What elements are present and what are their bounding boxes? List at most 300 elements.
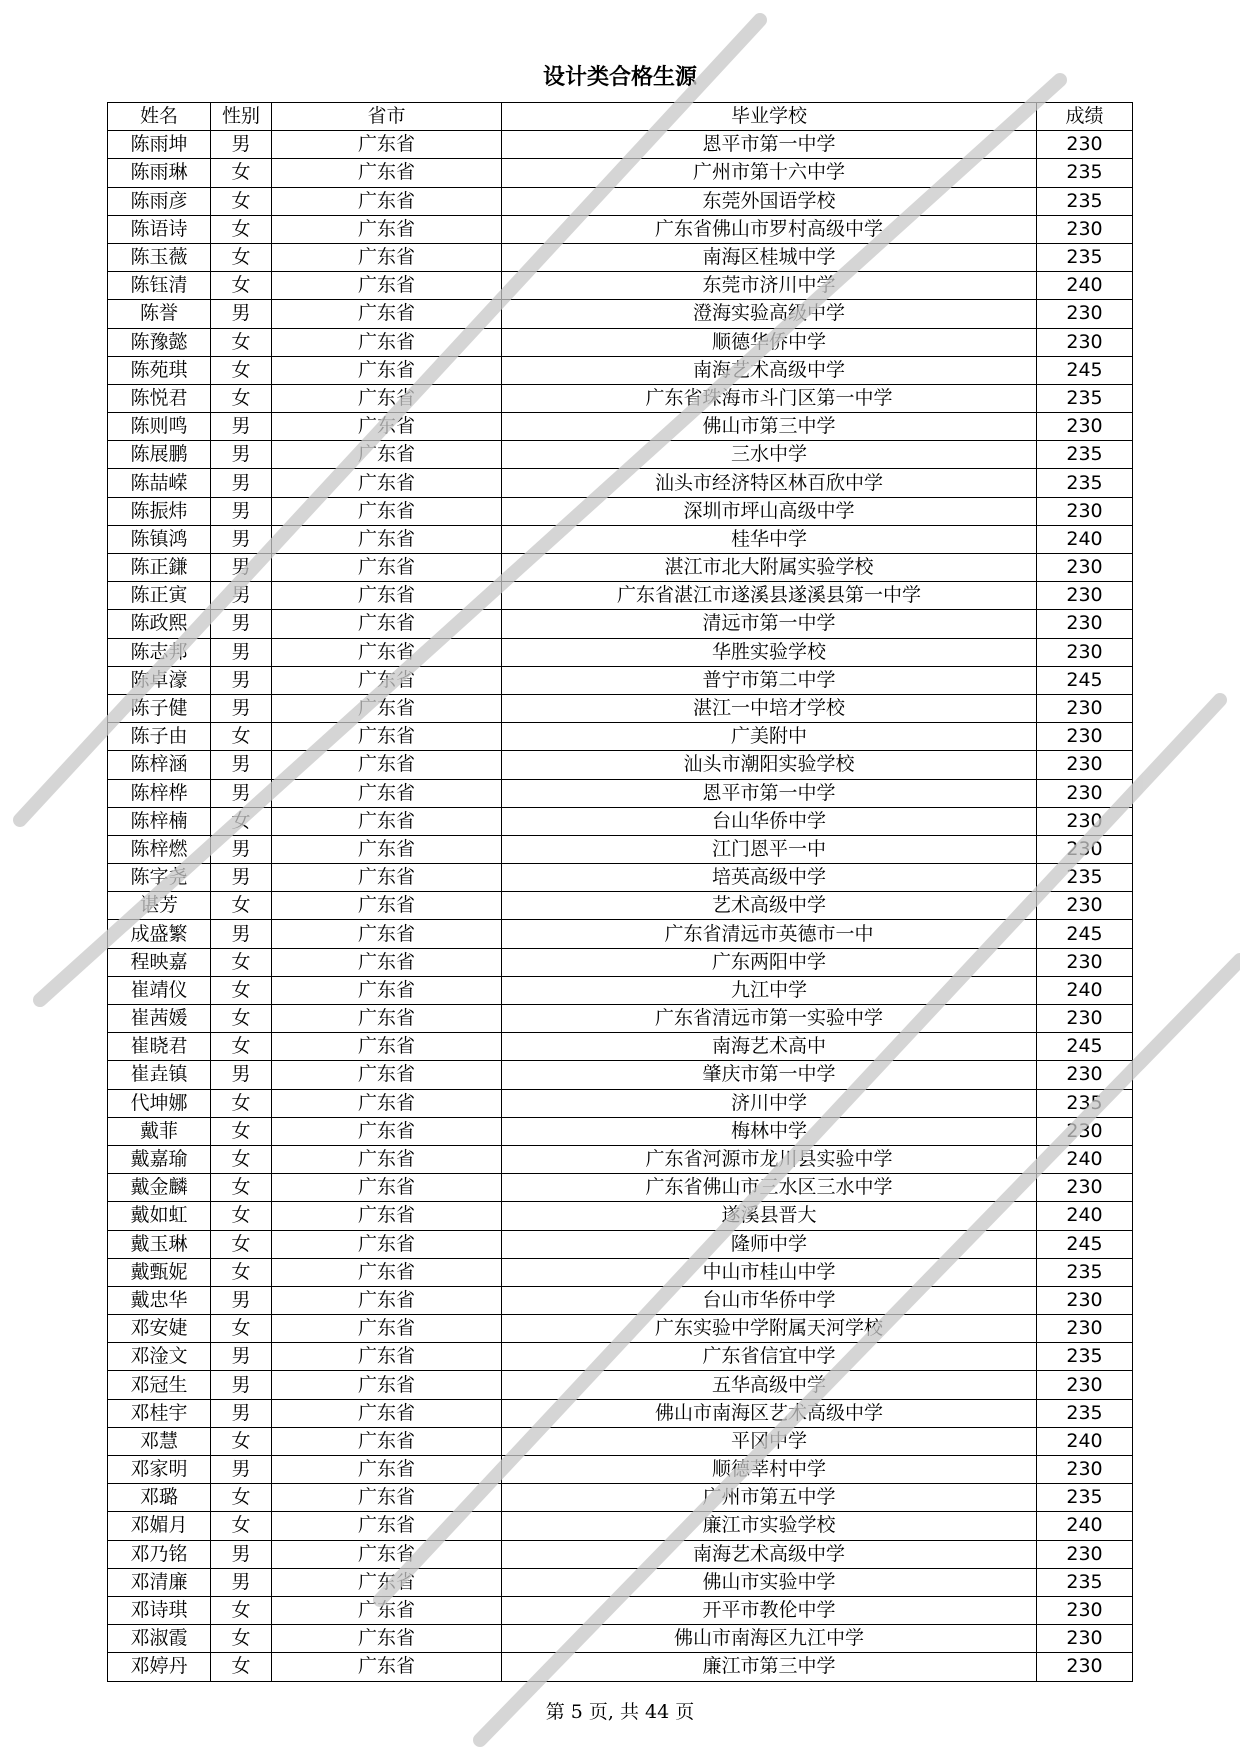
table-header-row bbox=[108, 103, 1133, 131]
cell-name: 戴菲 bbox=[108, 1117, 211, 1145]
cell-name: 陈子由 bbox=[108, 723, 211, 751]
cell-province: 广东省 bbox=[272, 525, 502, 553]
cell-name: 邓淦文 bbox=[108, 1343, 211, 1371]
cell-school: 佛山市南海区艺术高级中学 bbox=[502, 1399, 1037, 1427]
cell-province: 广东省 bbox=[272, 723, 502, 751]
cell-province: 广东省 bbox=[272, 131, 502, 159]
cell-name: 邓诗琪 bbox=[108, 1596, 211, 1624]
cell-name: 邓璐 bbox=[108, 1484, 211, 1512]
cell-gender: 女 bbox=[211, 243, 272, 271]
cell-province: 广东省 bbox=[272, 779, 502, 807]
cell-province: 广东省 bbox=[272, 1202, 502, 1230]
cell-name: 戴玉琳 bbox=[108, 1230, 211, 1258]
table-row bbox=[108, 1315, 1133, 1343]
cell-school: 艺术高级中学 bbox=[502, 892, 1037, 920]
cell-province: 广东省 bbox=[272, 1625, 502, 1653]
cell-name: 陈字尧 bbox=[108, 864, 211, 892]
cell-name: 邓家明 bbox=[108, 1456, 211, 1484]
cell-gender: 男 bbox=[211, 1456, 272, 1484]
cell-score: 230 bbox=[1037, 751, 1133, 779]
table-row bbox=[108, 384, 1133, 412]
cell-school: 广东省佛山市三水区三水中学 bbox=[502, 1174, 1037, 1202]
cell-name: 陈梓涵 bbox=[108, 751, 211, 779]
cell-school: 东莞市济川中学 bbox=[502, 272, 1037, 300]
table-row bbox=[108, 638, 1133, 666]
table-row bbox=[108, 1512, 1133, 1540]
cell-name: 邓安婕 bbox=[108, 1315, 211, 1343]
cell-school: 湛江市北大附属实验学校 bbox=[502, 554, 1037, 582]
cell-gender: 女 bbox=[211, 723, 272, 751]
table-row bbox=[108, 723, 1133, 751]
cell-gender: 男 bbox=[211, 1343, 272, 1371]
cell-name: 邓桂宇 bbox=[108, 1399, 211, 1427]
cell-province: 广东省 bbox=[272, 1484, 502, 1512]
cell-name: 邓淑霞 bbox=[108, 1625, 211, 1653]
cell-name: 陈正鎌 bbox=[108, 554, 211, 582]
cell-gender: 女 bbox=[211, 1315, 272, 1343]
cell-name: 陈雨琳 bbox=[108, 159, 211, 187]
cell-school: 深圳市坪山高级中学 bbox=[502, 497, 1037, 525]
cell-school: 清远市第一中学 bbox=[502, 610, 1037, 638]
cell-score: 230 bbox=[1037, 1286, 1133, 1314]
cell-school: 桂华中学 bbox=[502, 525, 1037, 553]
table-row bbox=[108, 469, 1133, 497]
cell-gender: 男 bbox=[211, 1540, 272, 1568]
cell-score: 230 bbox=[1037, 1540, 1133, 1568]
cell-school: 广东实验中学附属天河学校 bbox=[502, 1315, 1037, 1343]
cell-score: 230 bbox=[1037, 215, 1133, 243]
table-row bbox=[108, 1005, 1133, 1033]
cell-gender: 男 bbox=[211, 864, 272, 892]
cell-province: 广东省 bbox=[272, 666, 502, 694]
cell-gender: 男 bbox=[211, 835, 272, 863]
cell-score: 235 bbox=[1037, 1343, 1133, 1371]
table-body bbox=[108, 131, 1133, 1681]
cell-province: 广东省 bbox=[272, 1033, 502, 1061]
cell-gender: 女 bbox=[211, 159, 272, 187]
cell-gender: 女 bbox=[211, 1258, 272, 1286]
table-row bbox=[108, 1427, 1133, 1455]
cell-school: 顺德莘村中学 bbox=[502, 1456, 1037, 1484]
cell-score: 230 bbox=[1037, 1653, 1133, 1681]
cell-province: 广东省 bbox=[272, 807, 502, 835]
cell-gender: 男 bbox=[211, 497, 272, 525]
cell-gender: 女 bbox=[211, 272, 272, 300]
cell-name: 陈镇鸿 bbox=[108, 525, 211, 553]
cell-gender: 男 bbox=[211, 779, 272, 807]
cell-school: 普宁市第二中学 bbox=[502, 666, 1037, 694]
cell-gender: 男 bbox=[211, 694, 272, 722]
cell-school: 华胜实验学校 bbox=[502, 638, 1037, 666]
cell-score: 235 bbox=[1037, 1089, 1133, 1117]
cell-name: 戴甄妮 bbox=[108, 1258, 211, 1286]
table-row bbox=[108, 1033, 1133, 1061]
cell-name: 代坤娜 bbox=[108, 1089, 211, 1117]
cell-school: 南海艺术高级中学 bbox=[502, 1540, 1037, 1568]
cell-score: 230 bbox=[1037, 638, 1133, 666]
cell-school: 遂溪县晋大 bbox=[502, 1202, 1037, 1230]
cell-school: 恩平市第一中学 bbox=[502, 779, 1037, 807]
cell-school: 五华高级中学 bbox=[502, 1371, 1037, 1399]
cell-score: 235 bbox=[1037, 441, 1133, 469]
cell-province: 广东省 bbox=[272, 384, 502, 412]
cell-name: 邓婷丹 bbox=[108, 1653, 211, 1681]
cell-name: 邓清廉 bbox=[108, 1568, 211, 1596]
cell-school: 广东省清远市第一实验中学 bbox=[502, 1005, 1037, 1033]
cell-province: 广东省 bbox=[272, 554, 502, 582]
table-row bbox=[108, 328, 1133, 356]
cell-score: 240 bbox=[1037, 272, 1133, 300]
page-footer: 第 5 页, 共 44 页 bbox=[545, 1701, 695, 1723]
cell-name: 陈子健 bbox=[108, 694, 211, 722]
cell-school: 廉江市第三中学 bbox=[502, 1653, 1037, 1681]
cell-score: 230 bbox=[1037, 582, 1133, 610]
cell-school: 培英高级中学 bbox=[502, 864, 1037, 892]
cell-gender: 男 bbox=[211, 525, 272, 553]
cell-gender: 男 bbox=[211, 131, 272, 159]
cell-school: 佛山市实验中学 bbox=[502, 1568, 1037, 1596]
cell-score: 235 bbox=[1037, 1258, 1133, 1286]
table-row bbox=[108, 272, 1133, 300]
column-header-name: 姓名 bbox=[108, 103, 211, 131]
cell-name: 陈梓桦 bbox=[108, 779, 211, 807]
cell-gender: 男 bbox=[211, 441, 272, 469]
cell-score: 235 bbox=[1037, 1484, 1133, 1512]
cell-school: 广州市第五中学 bbox=[502, 1484, 1037, 1512]
cell-school: 广东省佛山市罗村高级中学 bbox=[502, 215, 1037, 243]
cell-gender: 男 bbox=[211, 751, 272, 779]
cell-gender: 女 bbox=[211, 1033, 272, 1061]
column-header-gender: 性别 bbox=[211, 103, 272, 131]
cell-school: 广东省信宜中学 bbox=[502, 1343, 1037, 1371]
cell-gender: 女 bbox=[211, 807, 272, 835]
cell-score: 245 bbox=[1037, 356, 1133, 384]
cell-school: 澄海实验高级中学 bbox=[502, 300, 1037, 328]
cell-name: 陈卓濠 bbox=[108, 666, 211, 694]
cell-name: 陈钰清 bbox=[108, 272, 211, 300]
cell-gender: 女 bbox=[211, 328, 272, 356]
cell-school: 湛江一中培才学校 bbox=[502, 694, 1037, 722]
cell-name: 陈振炜 bbox=[108, 497, 211, 525]
cell-score: 230 bbox=[1037, 131, 1133, 159]
cell-province: 广东省 bbox=[272, 497, 502, 525]
cell-gender: 女 bbox=[211, 1512, 272, 1540]
cell-province: 广东省 bbox=[272, 1399, 502, 1427]
cell-score: 230 bbox=[1037, 1625, 1133, 1653]
table-row bbox=[108, 1456, 1133, 1484]
column-header-school: 毕业学校 bbox=[502, 103, 1037, 131]
cell-province: 广东省 bbox=[272, 1315, 502, 1343]
cell-gender: 女 bbox=[211, 384, 272, 412]
cell-province: 广东省 bbox=[272, 1286, 502, 1314]
cell-score: 230 bbox=[1037, 835, 1133, 863]
cell-score: 230 bbox=[1037, 1371, 1133, 1399]
cell-score: 230 bbox=[1037, 1315, 1133, 1343]
cell-score: 240 bbox=[1037, 1145, 1133, 1173]
document-title: 设计类合格生源 bbox=[542, 65, 697, 90]
cell-score: 235 bbox=[1037, 243, 1133, 271]
cell-name: 陈悦君 bbox=[108, 384, 211, 412]
cell-province: 广东省 bbox=[272, 469, 502, 497]
table-row bbox=[108, 948, 1133, 976]
cell-score: 230 bbox=[1037, 1174, 1133, 1202]
column-header-province: 省市 bbox=[272, 103, 502, 131]
table-row bbox=[108, 892, 1133, 920]
cell-province: 广东省 bbox=[272, 1568, 502, 1596]
cell-gender: 男 bbox=[211, 413, 272, 441]
table-row bbox=[108, 610, 1133, 638]
cell-score: 230 bbox=[1037, 1117, 1133, 1145]
cell-gender: 女 bbox=[211, 215, 272, 243]
table-row bbox=[108, 751, 1133, 779]
cell-score: 245 bbox=[1037, 1033, 1133, 1061]
cell-name: 成盛繁 bbox=[108, 920, 211, 948]
cell-score: 230 bbox=[1037, 1456, 1133, 1484]
cell-school: 广东省湛江市遂溪县遂溪县第一中学 bbox=[502, 582, 1037, 610]
cell-name: 邓冠生 bbox=[108, 1371, 211, 1399]
cell-province: 广东省 bbox=[272, 1653, 502, 1681]
cell-score: 240 bbox=[1037, 1512, 1133, 1540]
cell-province: 广东省 bbox=[272, 1117, 502, 1145]
cell-province: 广东省 bbox=[272, 441, 502, 469]
cell-gender: 男 bbox=[211, 666, 272, 694]
table-row bbox=[108, 807, 1133, 835]
cell-school: 中山市桂山中学 bbox=[502, 1258, 1037, 1286]
cell-school: 南海区桂城中学 bbox=[502, 243, 1037, 271]
cell-score: 240 bbox=[1037, 1202, 1133, 1230]
cell-school: 三水中学 bbox=[502, 441, 1037, 469]
cell-name: 崔茜媛 bbox=[108, 1005, 211, 1033]
cell-score: 230 bbox=[1037, 610, 1133, 638]
cell-name: 崔靖仪 bbox=[108, 976, 211, 1004]
cell-gender: 女 bbox=[211, 1174, 272, 1202]
cell-province: 广东省 bbox=[272, 243, 502, 271]
cell-school: 汕头市经济特区林百欣中学 bbox=[502, 469, 1037, 497]
cell-province: 广东省 bbox=[272, 892, 502, 920]
cell-school: 广东省河源市龙川县实验中学 bbox=[502, 1145, 1037, 1173]
cell-score: 240 bbox=[1037, 525, 1133, 553]
cell-name: 陈玉薇 bbox=[108, 243, 211, 271]
cell-province: 广东省 bbox=[272, 1427, 502, 1455]
cell-name: 陈豫懿 bbox=[108, 328, 211, 356]
cell-score: 230 bbox=[1037, 300, 1133, 328]
cell-gender: 女 bbox=[211, 976, 272, 1004]
cell-score: 235 bbox=[1037, 469, 1133, 497]
cell-province: 广东省 bbox=[272, 948, 502, 976]
cell-school: 南海艺术高级中学 bbox=[502, 356, 1037, 384]
table-row bbox=[108, 1145, 1133, 1173]
cell-province: 广东省 bbox=[272, 1145, 502, 1173]
cell-province: 广东省 bbox=[272, 694, 502, 722]
cell-gender: 男 bbox=[211, 1568, 272, 1596]
cell-gender: 男 bbox=[211, 1061, 272, 1089]
cell-school: 东莞外国语学校 bbox=[502, 187, 1037, 215]
cell-name: 程映嘉 bbox=[108, 948, 211, 976]
cell-province: 广东省 bbox=[272, 1596, 502, 1624]
cell-name: 陈语诗 bbox=[108, 215, 211, 243]
table-row bbox=[108, 582, 1133, 610]
cell-name: 崔晓君 bbox=[108, 1033, 211, 1061]
cell-gender: 男 bbox=[211, 582, 272, 610]
table-row bbox=[108, 187, 1133, 215]
cell-province: 广东省 bbox=[272, 159, 502, 187]
cell-score: 230 bbox=[1037, 554, 1133, 582]
cell-gender: 女 bbox=[211, 356, 272, 384]
table-row bbox=[108, 1174, 1133, 1202]
cell-name: 陈梓楠 bbox=[108, 807, 211, 835]
cell-score: 230 bbox=[1037, 497, 1133, 525]
table-row bbox=[108, 1286, 1133, 1314]
table-row bbox=[108, 243, 1133, 271]
cell-gender: 女 bbox=[211, 187, 272, 215]
cell-province: 广东省 bbox=[272, 582, 502, 610]
cell-score: 235 bbox=[1037, 159, 1133, 187]
table-row bbox=[108, 215, 1133, 243]
cell-score: 235 bbox=[1037, 384, 1133, 412]
cell-score: 230 bbox=[1037, 779, 1133, 807]
cell-school: 梅林中学 bbox=[502, 1117, 1037, 1145]
cell-school: 台山市华侨中学 bbox=[502, 1286, 1037, 1314]
cell-school: 恩平市第一中学 bbox=[502, 131, 1037, 159]
cell-gender: 女 bbox=[211, 1625, 272, 1653]
cell-province: 广东省 bbox=[272, 1258, 502, 1286]
cell-province: 广东省 bbox=[272, 356, 502, 384]
table-row bbox=[108, 554, 1133, 582]
cell-gender: 男 bbox=[211, 300, 272, 328]
cell-province: 广东省 bbox=[272, 1174, 502, 1202]
cell-gender: 女 bbox=[211, 1653, 272, 1681]
cell-province: 广东省 bbox=[272, 1512, 502, 1540]
cell-name: 谌芳 bbox=[108, 892, 211, 920]
cell-score: 230 bbox=[1037, 328, 1133, 356]
cell-school: 平冈中学 bbox=[502, 1427, 1037, 1455]
cell-name: 陈雨彦 bbox=[108, 187, 211, 215]
cell-gender: 男 bbox=[211, 1371, 272, 1399]
cell-name: 陈雨坤 bbox=[108, 131, 211, 159]
cell-gender: 女 bbox=[211, 1596, 272, 1624]
cell-score: 235 bbox=[1037, 864, 1133, 892]
table-row bbox=[108, 1484, 1133, 1512]
cell-province: 广东省 bbox=[272, 187, 502, 215]
cell-gender: 男 bbox=[211, 920, 272, 948]
cell-name: 邓乃铭 bbox=[108, 1540, 211, 1568]
table-row bbox=[108, 1089, 1133, 1117]
table-row bbox=[108, 1258, 1133, 1286]
table-row bbox=[108, 300, 1133, 328]
cell-gender: 女 bbox=[211, 948, 272, 976]
cell-province: 广东省 bbox=[272, 976, 502, 1004]
applicant-table bbox=[107, 102, 1133, 1682]
cell-name: 崔垚镇 bbox=[108, 1061, 211, 1089]
table-row bbox=[108, 666, 1133, 694]
cell-name: 戴如虹 bbox=[108, 1202, 211, 1230]
table-row bbox=[108, 694, 1133, 722]
cell-school: 广州市第十六中学 bbox=[502, 159, 1037, 187]
cell-name: 陈誉 bbox=[108, 300, 211, 328]
cell-province: 广东省 bbox=[272, 864, 502, 892]
table-row bbox=[108, 1202, 1133, 1230]
cell-gender: 女 bbox=[211, 1427, 272, 1455]
cell-name: 邓媚月 bbox=[108, 1512, 211, 1540]
cell-name: 戴金麟 bbox=[108, 1174, 211, 1202]
cell-province: 广东省 bbox=[272, 1371, 502, 1399]
cell-name: 戴嘉瑜 bbox=[108, 1145, 211, 1173]
cell-name: 陈苑琪 bbox=[108, 356, 211, 384]
cell-gender: 女 bbox=[211, 892, 272, 920]
cell-school: 济川中学 bbox=[502, 1089, 1037, 1117]
cell-gender: 女 bbox=[211, 1202, 272, 1230]
cell-school: 廉江市实验学校 bbox=[502, 1512, 1037, 1540]
table-row bbox=[108, 1625, 1133, 1653]
cell-province: 广东省 bbox=[272, 413, 502, 441]
cell-province: 广东省 bbox=[272, 1061, 502, 1089]
cell-name: 邓慧 bbox=[108, 1427, 211, 1455]
column-header-score: 成绩 bbox=[1037, 103, 1133, 131]
table-row bbox=[108, 1117, 1133, 1145]
cell-score: 230 bbox=[1037, 1596, 1133, 1624]
table-row bbox=[108, 976, 1133, 1004]
cell-gender: 男 bbox=[211, 1286, 272, 1314]
cell-score: 230 bbox=[1037, 1005, 1133, 1033]
table-row bbox=[108, 864, 1133, 892]
cell-name: 戴忠华 bbox=[108, 1286, 211, 1314]
cell-gender: 女 bbox=[211, 1484, 272, 1512]
cell-name: 陈梓燃 bbox=[108, 835, 211, 863]
cell-score: 235 bbox=[1037, 187, 1133, 215]
table-row bbox=[108, 1540, 1133, 1568]
cell-school: 广东省珠海市斗门区第一中学 bbox=[502, 384, 1037, 412]
cell-school: 顺德华侨中学 bbox=[502, 328, 1037, 356]
cell-name: 陈则鸣 bbox=[108, 413, 211, 441]
table-row bbox=[108, 920, 1133, 948]
cell-gender: 男 bbox=[211, 638, 272, 666]
cell-gender: 男 bbox=[211, 469, 272, 497]
cell-score: 240 bbox=[1037, 976, 1133, 1004]
cell-province: 广东省 bbox=[272, 610, 502, 638]
cell-school: 汕头市潮阳实验学校 bbox=[502, 751, 1037, 779]
table-row bbox=[108, 525, 1133, 553]
cell-gender: 男 bbox=[211, 610, 272, 638]
cell-gender: 女 bbox=[211, 1089, 272, 1117]
cell-score: 230 bbox=[1037, 892, 1133, 920]
cell-gender: 男 bbox=[211, 1399, 272, 1427]
cell-school: 肇庆市第一中学 bbox=[502, 1061, 1037, 1089]
cell-score: 230 bbox=[1037, 694, 1133, 722]
cell-name: 陈正寅 bbox=[108, 582, 211, 610]
cell-school: 台山华侨中学 bbox=[502, 807, 1037, 835]
cell-score: 245 bbox=[1037, 1230, 1133, 1258]
table-row bbox=[108, 1596, 1133, 1624]
table-row bbox=[108, 441, 1133, 469]
table-row bbox=[108, 835, 1133, 863]
cell-score: 230 bbox=[1037, 413, 1133, 441]
table-row bbox=[108, 131, 1133, 159]
cell-name: 陈志邦 bbox=[108, 638, 211, 666]
table-row bbox=[108, 413, 1133, 441]
table-row bbox=[108, 1653, 1133, 1681]
table-row bbox=[108, 1371, 1133, 1399]
table-row bbox=[108, 1343, 1133, 1371]
cell-province: 广东省 bbox=[272, 1089, 502, 1117]
cell-province: 广东省 bbox=[272, 328, 502, 356]
cell-school: 九江中学 bbox=[502, 976, 1037, 1004]
table-row bbox=[108, 1230, 1133, 1258]
table-row bbox=[108, 1061, 1133, 1089]
cell-province: 广东省 bbox=[272, 1230, 502, 1258]
cell-score: 245 bbox=[1037, 666, 1133, 694]
cell-province: 广东省 bbox=[272, 215, 502, 243]
cell-school: 开平市教伦中学 bbox=[502, 1596, 1037, 1624]
